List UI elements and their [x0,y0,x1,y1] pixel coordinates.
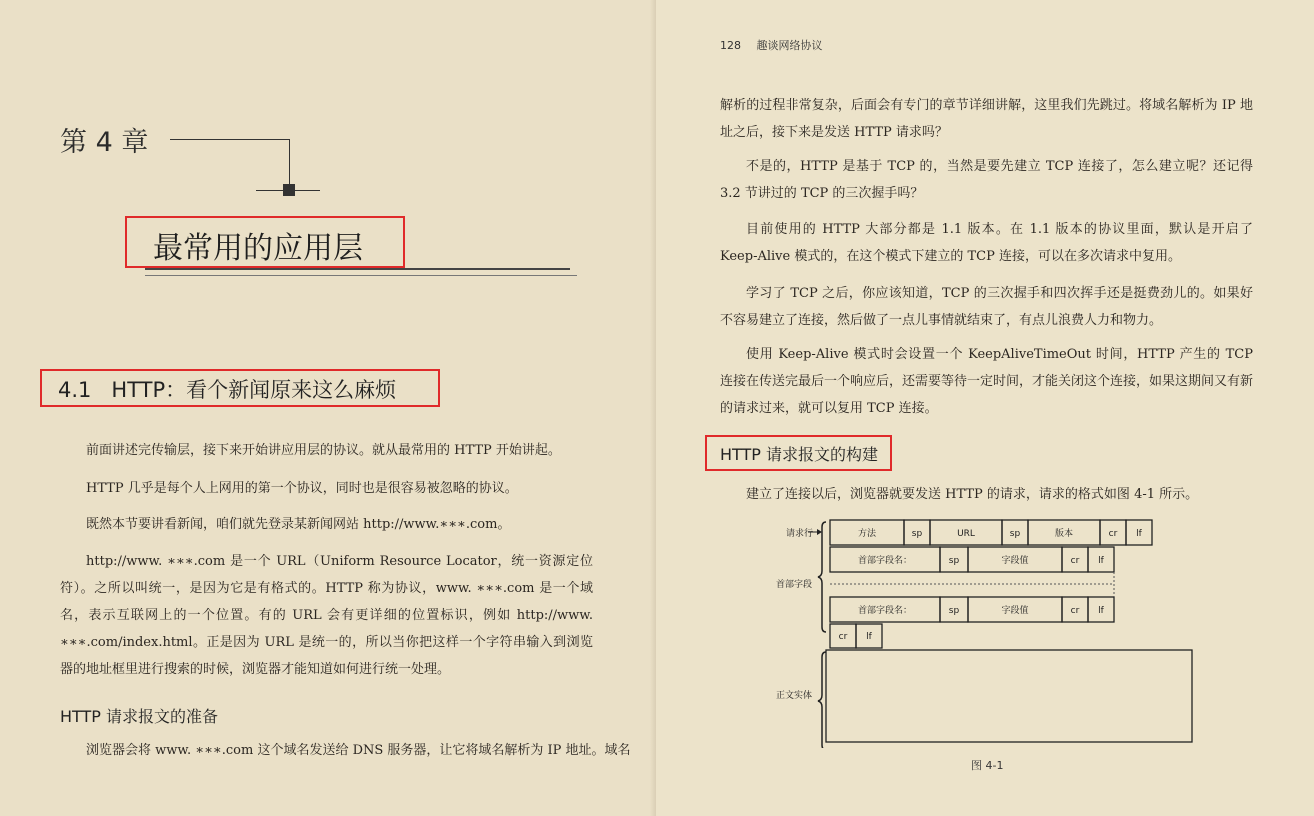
cell-version: 版本 [1054,529,1074,539]
cell-header-name: 首部字段名： [857,556,913,566]
paragraph: 使用 Keep-Alive 模式时会设置一个 KeepAliveTimeOut 时间，HTTP 产生的 TCP 连接在传送完最后一个响应后，还需要等待一定时间，才能关闭这个连接，如果这期间又有新的请求过来，就可以复用 TCP 连接。 [720,347,1254,416]
figure-caption: 图 4-1 [971,759,1004,772]
cell-lf: lf [1098,606,1104,616]
cell-cr: cr [1070,606,1080,616]
cell-header-value: 字段值 [1001,606,1029,616]
paragraph: 建立了连接以后，浏览器就要发送 HTTP 的请求，请求的格式如图 4-1 所示。 [746,487,1199,502]
chapter-title: 最常用的应用层 [153,231,363,266]
cell-sp: sp [948,556,960,566]
cell-method: 方法 [857,529,877,539]
cell-cr: cr [838,632,848,642]
paragraph: HTTP 几乎是每个人上网用的第一个协议，同时也是很容易被忽略的协议。 [86,481,518,496]
paragraph: 既然本节要讲看新闻，咱们就先登录某新闻网站 http://www.∗∗∗.com。 [86,517,511,532]
paragraph: 不是的，HTTP 是基于 TCP 的，当然是要先建立 TCP 连接了，怎么建立呢？还记得 3.2 节讲过的 TCP 的三次握手吗？ [720,159,1253,201]
cell-header-name: 首部字段名： [857,606,913,616]
left-page [0,0,656,816]
cell-cr: cr [1108,529,1118,539]
cell-lf: lf [1136,529,1142,539]
cell-lf: lf [1098,556,1104,566]
header-fields-label: 首部字段 [776,580,813,590]
paragraph: 解析的过程非常复杂，后面会有专门的章节详细讲解，这里我们先跳过。将域名解析为 IP 地址之后，接下来是发送 HTTP 请求吗？ [720,98,1253,140]
cell-url: URL [957,529,975,539]
paragraph: http://www. ∗∗∗.com 是一个 URL（Uniform Resource Locator，统一资源定位符）。之所以叫统一，是因为它是有格式的。HTTP 称为协议，www. ∗∗∗.com 是一个域名，表示互联网上的一个位置。有的 URL 会有更详细的位置标识，例如 http://www. ∗∗∗.com/index.html。正是因为 URL 是统一的，所以当你把这样一个字符串输入到浏览器的地址框里进行搜索的时候，浏览器才能知道如何进行统一处理。 [60,554,593,677]
cell-sp: sp [948,606,960,616]
page-number: 128 [720,39,741,52]
http-request-format-diagram [760,512,1200,748]
cell-sp: sp [911,529,923,539]
request-line-label: 请求行 [786,529,814,539]
running-header [720,37,835,53]
cell-cr: cr [1070,556,1080,566]
paragraph: 前面讲述完传输层，接下来开始讲应用层的协议。就从最常用的 HTTP 开始讲起。 [86,443,561,458]
cell-header-value: 字段值 [1001,556,1029,566]
chapter-decoration-square [283,184,295,196]
subheading: HTTP 请求报文的构建 [720,445,879,464]
body-label: 正文实体 [776,691,813,701]
subheading: HTTP 请求报文的准备 [60,707,219,726]
chapter-number: 第 4 章 [60,127,149,158]
chapter-decoration-line [170,139,290,140]
paragraph: 浏览器会将 www. ∗∗∗.com 这个域名发送给 DNS 服务器，让它将域名解析为 IP 地址。域名 [86,743,631,758]
cell-sp: sp [1009,529,1021,539]
title-rule [145,268,570,270]
section-title: 4.1 HTTP：看个新闻原来这么麻烦 [58,378,397,402]
title-rule [145,275,577,276]
paragraph: 学习了 TCP 之后，你应该知道，TCP 的三次握手和四次挥手还是挺费劲儿的。如果好不容易建立了连接，然后做了一点儿事情就结束了，有点儿浪费人力和物力。 [720,286,1253,328]
book-title: 趣谈网络协议 [756,39,823,52]
paragraph: 目前使用的 HTTP 大部分都是 1.1 版本。在 1.1 版本的协议里面，默认是开启了 Keep-Alive 模式的，在这个模式下建立的 TCP 连接，可以在多次请求中复用。 [720,222,1253,264]
cell-lf: lf [866,632,872,642]
